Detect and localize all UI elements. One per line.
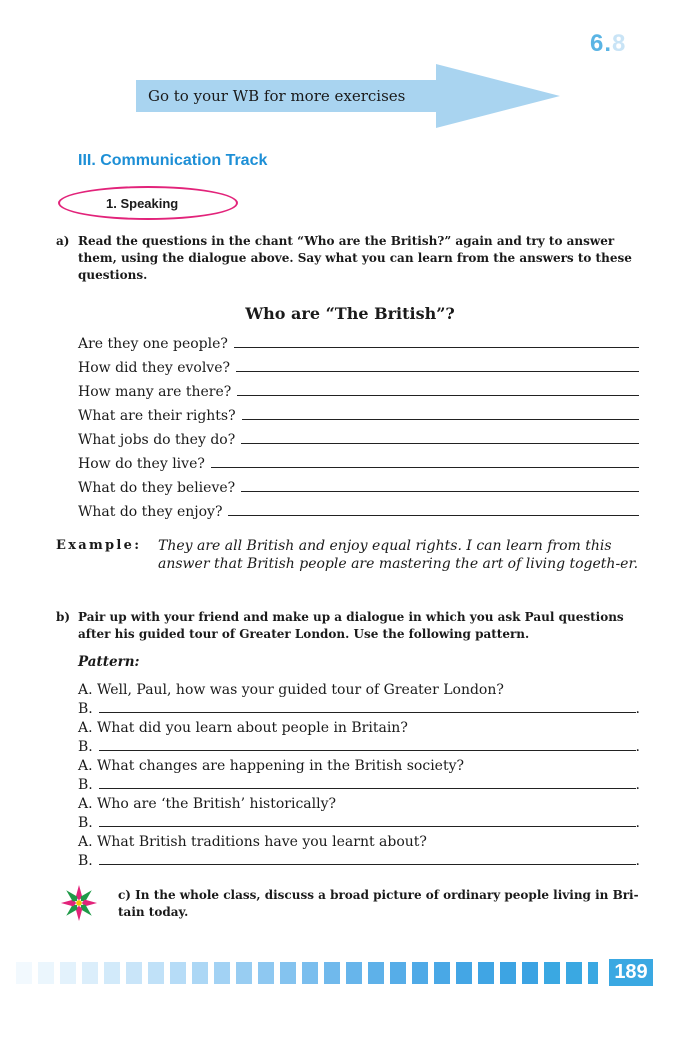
line-period: . — [635, 853, 640, 869]
dialogue-question: A. Well, Paul, how was your guided tour of Greater London? — [78, 682, 504, 698]
answer-line[interactable] — [236, 371, 639, 372]
answer-line[interactable] — [99, 712, 636, 713]
example-text: They are all British and enjoy equal rights. I can learn from this answer that British people are mastering the art of living togeth-er. — [158, 538, 639, 572]
footer-gradient-bar — [16, 962, 598, 984]
unit-marker — [590, 30, 626, 58]
question-row — [78, 474, 639, 496]
section-title: III. Communication Track — [78, 152, 268, 169]
task-c — [118, 887, 640, 921]
line-period: . — [635, 815, 640, 831]
unit-marker-part-b: 8 — [612, 30, 627, 57]
line-period: . — [635, 777, 640, 793]
question-text: What are their rights? — [78, 408, 236, 424]
dialogue-answer-row — [78, 811, 640, 831]
question-text: Are they one people? — [78, 336, 228, 352]
question-row — [78, 450, 639, 472]
question-row — [78, 426, 639, 448]
task-a — [56, 233, 640, 284]
pattern-label: Pattern: — [78, 654, 140, 670]
page-number: 189 — [609, 959, 653, 986]
line-period: . — [635, 739, 640, 755]
dialogue-question: A. What British traditions have you learnt about? — [78, 834, 427, 850]
line-period: . — [635, 701, 640, 717]
answer-line[interactable] — [99, 750, 636, 751]
unit-marker-part-a: 6. — [590, 30, 613, 57]
task-c-text: In the whole class, discuss a broad picture of ordinary people living in Bri-tain today. — [118, 888, 639, 919]
answer-line[interactable] — [99, 788, 636, 789]
dialogue-answer-row — [78, 697, 640, 717]
task-c-label: c) — [118, 888, 131, 902]
question-row — [78, 378, 639, 400]
answer-line[interactable] — [241, 443, 639, 444]
answer-label: B. — [78, 815, 93, 831]
dialogue-answer-row — [78, 849, 640, 869]
wb-banner-text: Go to your WB for more exercises — [148, 87, 406, 105]
question-text: What jobs do they do? — [78, 432, 236, 448]
answer-line[interactable] — [234, 347, 639, 348]
answer-label: B. — [78, 853, 93, 869]
task-b-text: Pair up with your friend and make up a dialogue in which you ask Paul questions after his guided tour of Greater London. Use the following pattern. — [78, 610, 624, 641]
question-text: What do they believe? — [78, 480, 236, 496]
answer-line[interactable] — [99, 864, 636, 865]
answer-label: B. — [78, 739, 93, 755]
answer-line[interactable] — [211, 467, 639, 468]
question-text: What do they enjoy? — [78, 504, 223, 520]
task-a-label: a) — [56, 234, 70, 248]
dialogue-question: A. What changes are happening in the British society? — [78, 758, 465, 774]
question-text: How many are there? — [78, 384, 232, 400]
question-text: How do they live? — [78, 456, 205, 472]
dialogue-question: A. What did you learn about people in Britain? — [78, 720, 408, 736]
question-row — [78, 498, 639, 520]
dialogue-line — [78, 792, 640, 812]
dialogue-line — [78, 716, 640, 736]
task-a-text: Read the questions in the chant “Who are the British?” again and try to answer them, using the dialogue above. Say what you can learn from the answers to these questions. — [78, 234, 632, 282]
dialogue-line — [78, 830, 640, 850]
answer-line[interactable] — [237, 395, 639, 396]
dialogue-question: A. Who are ‘the British’ historically? — [78, 796, 337, 812]
question-row — [78, 402, 639, 424]
task-b — [56, 609, 640, 643]
dialogue-answer-row — [78, 735, 640, 755]
answer-line[interactable] — [228, 515, 639, 516]
answer-label: B. — [78, 701, 93, 717]
star-icon — [60, 884, 98, 922]
dialogue-answer-row — [78, 773, 640, 793]
question-row — [78, 354, 639, 376]
example-label: Example: — [56, 538, 142, 553]
subsection-title: 1. Speaking — [106, 196, 179, 211]
answer-line[interactable] — [99, 826, 636, 827]
answer-line[interactable] — [242, 419, 639, 420]
chant-title: Who are “The British”? — [245, 304, 455, 323]
task-b-label: b) — [56, 610, 71, 624]
dialogue-line — [78, 754, 640, 774]
question-text: How did they evolve? — [78, 360, 231, 376]
question-row — [78, 330, 639, 352]
answer-line[interactable] — [241, 491, 639, 492]
answer-label: B. — [78, 777, 93, 793]
dialogue-line — [78, 678, 640, 698]
